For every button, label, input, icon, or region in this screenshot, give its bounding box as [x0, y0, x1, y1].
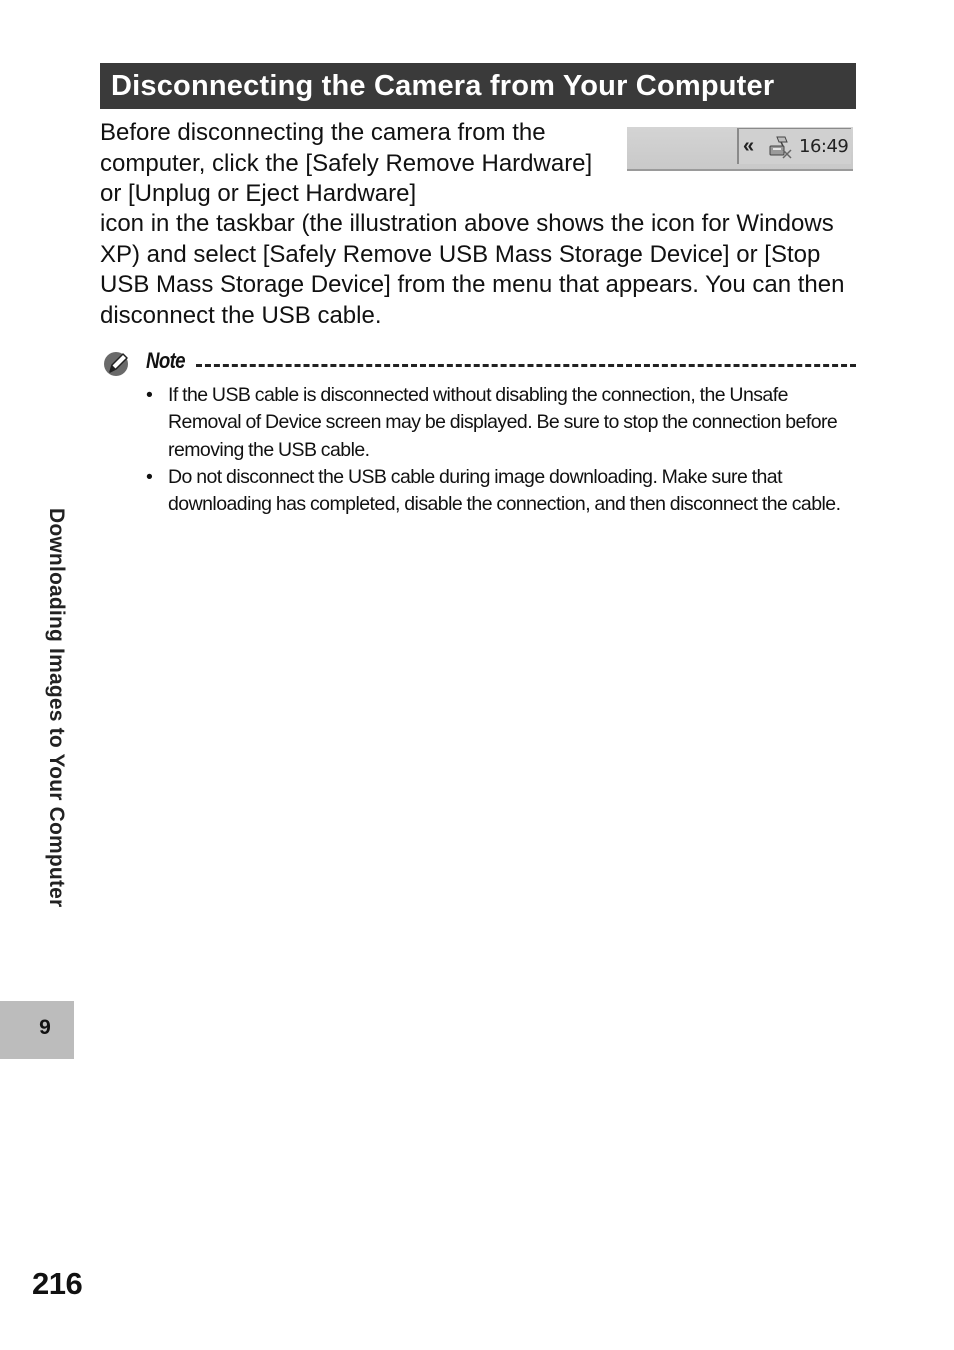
section-title: Disconnecting the Camera from Your Computer — [100, 63, 856, 109]
bullet: • — [146, 384, 153, 406]
note-item — [144, 382, 856, 464]
note-label: Note — [146, 348, 185, 373]
system-tray — [737, 128, 851, 164]
instruction-paragraph: icon in the taskbar (the illustration above shows the icon for Windows XP) and select [Safely Remove USB Mass Storage Device] or [Stop USB Mass Storage Device] from the menu that appears. You can then disconnect the USB cable. — [100, 210, 845, 329]
note-item — [144, 464, 856, 519]
note-item-text: If the USB cable is disconnected without disabling the connection, the Unsafe Removal of Device screen may be displayed. Be sure to stop the connection before removing the USB cable. — [168, 384, 838, 461]
chapter-title: Downloading Images to Your Computer — [45, 508, 68, 908]
bullet: • — [146, 465, 153, 488]
chevron-left-icon: « — [743, 135, 755, 157]
note-header — [100, 346, 856, 380]
note-item-text: Do not disconnect the USB cable during image downloading. Make sure that downloading has completed, disable the connection, and then disconnect the cable. — [168, 465, 841, 516]
note-pencil-icon — [101, 348, 131, 378]
page-number: 216 — [32, 1266, 83, 1301]
intro-paragraph: Before disconnecting the camera from the computer, click the [Safely Remove Hardware] or [Unplug or Eject Hardware] — [100, 119, 593, 207]
taskbar-illustration — [627, 127, 853, 171]
taskbar-clock: 16:49 — [799, 136, 849, 157]
chapter-number-box — [0, 1001, 74, 1059]
safely-remove-hardware-icon — [767, 134, 793, 160]
note-list — [144, 382, 856, 518]
note-divider — [196, 364, 856, 367]
chapter-number: 9 — [39, 1016, 51, 1039]
